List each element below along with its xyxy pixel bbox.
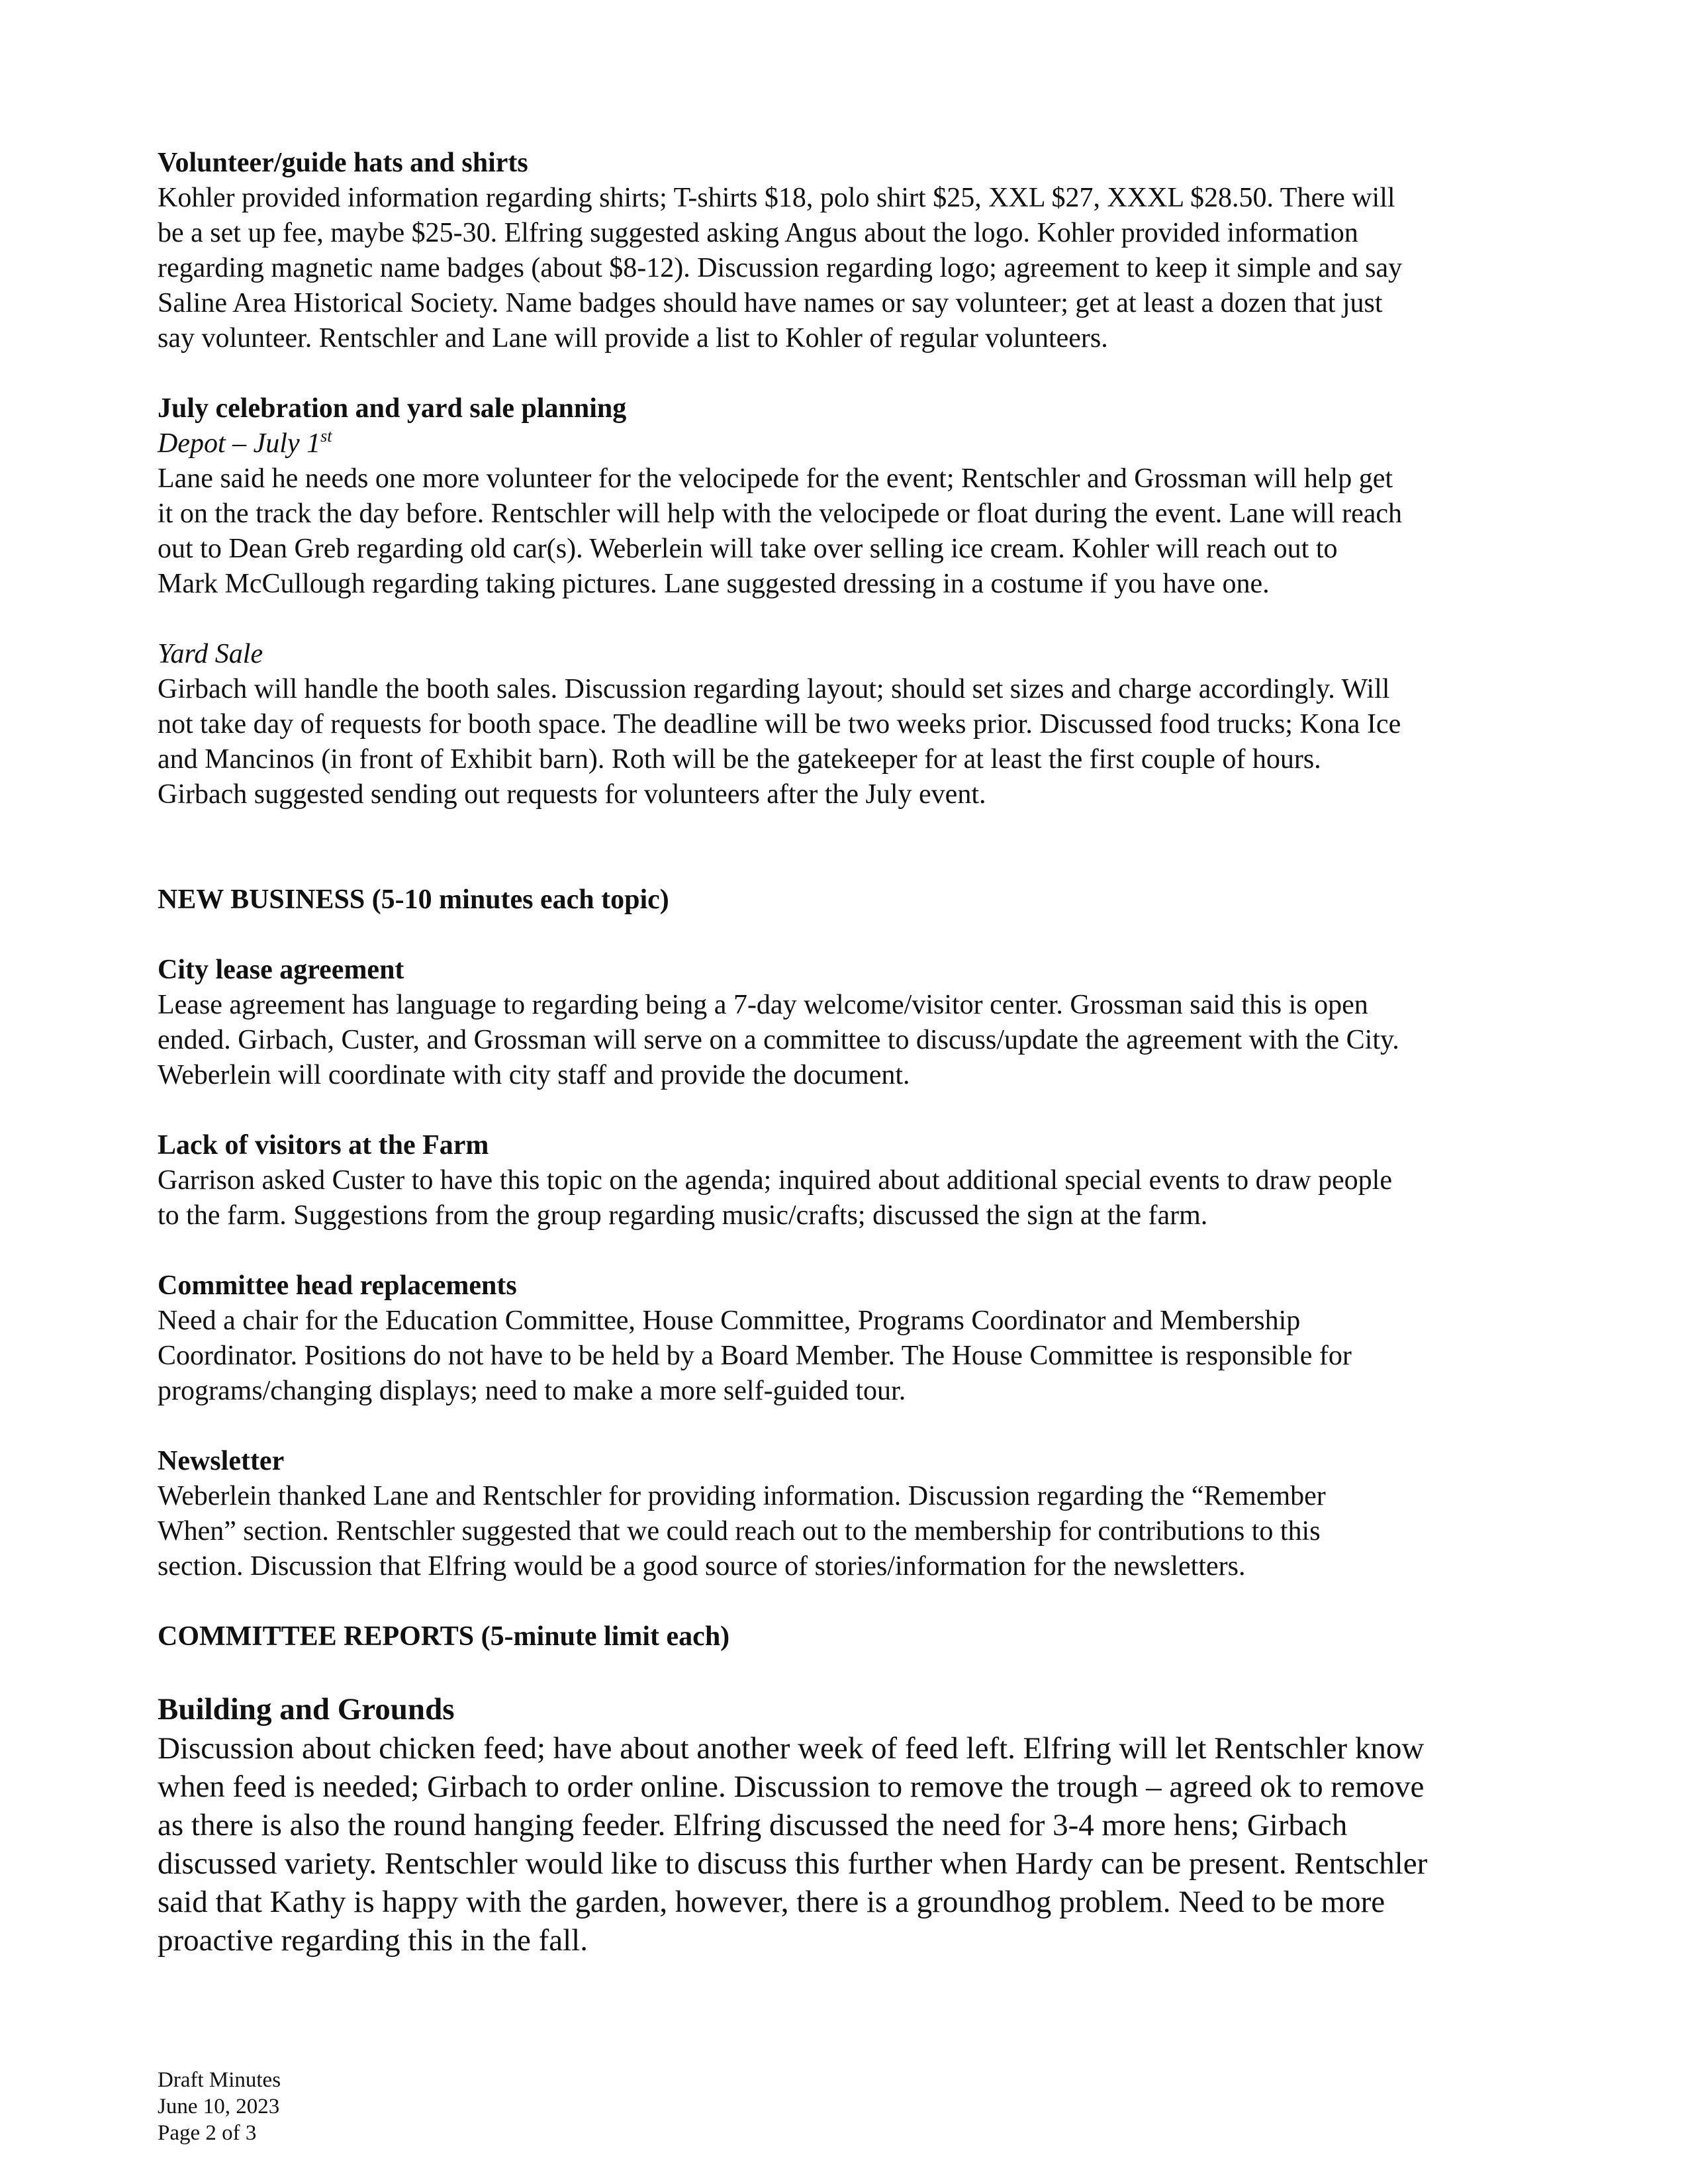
paragraph-line: Kohler provided information regarding shirts; T-shirts $18, polo shirt $25, XXL $27, XXXL $28.50. There will (158, 183, 1395, 213)
heading-city-lease: City lease agreement (158, 955, 404, 985)
section-city-lease (158, 953, 1534, 1093)
subheading-depot (158, 426, 1534, 461)
depot-label: Depot – July 1 (158, 428, 321, 459)
page-footer (158, 2067, 281, 2146)
heading-committee-heads: Committee head replacements (158, 1270, 517, 1301)
heading-july-celebration: July celebration and yard sale planning (158, 393, 627, 424)
paragraph-line: out to Dean Greb regarding old car(s). Weberlein will take over selling ice cream. Kohler will reach out to (158, 534, 1338, 564)
subheading-yard-sale: Yard Sale (158, 639, 263, 669)
paragraph-line: it on the track the day before. Rentschler will help with the velocipede or float during the event. Lane will reach (158, 499, 1402, 529)
paragraph-line: section. Discussion that Elfring would be a good source of stories/information for the newsletters. (158, 1551, 1246, 1582)
paragraph-line: be a set up fee, maybe $25-30. Elfring suggested asking Angus about the logo. Kohler provided information (158, 218, 1358, 248)
paragraph-line: Lease agreement has language to regarding being a 7-day welcome/visitor center. Grossman said this is open (158, 990, 1368, 1020)
paragraph-line: When” section. Rentschler suggested that we could reach out to the membership for contributions to this (158, 1516, 1321, 1546)
paragraph-line: Lane said he needs one more volunteer for the velocipede for the event; Rentschler and Grossman will help get (158, 463, 1393, 494)
paragraph-line: Coordinator. Positions do not have to be held by a Board Member. The House Committee is responsible for (158, 1341, 1352, 1371)
paragraph-line: programs/changing displays; need to make a more self-guided tour. (158, 1376, 906, 1406)
heading-hats-shirts: Volunteer/guide hats and shirts (158, 148, 528, 178)
heading-committee-reports: COMMITTEE REPORTS (5-minute limit each) (158, 1621, 730, 1652)
paragraph-line: say volunteer. Rentschler and Lane will provide a list to Kohler of regular volunteers. (158, 323, 1108, 354)
paragraph-line: Mark McCullough regarding taking pictures. Lane suggested dressing in a costume if you have one. (158, 569, 1270, 599)
paragraph-line: said that Kathy is happy with the garden, however, there is a groundhog problem. Need to be more (158, 1885, 1385, 1919)
paragraph-line: proactive regarding this in the fall. (158, 1923, 588, 1958)
paragraph-line: regarding magnetic name badges (about $8-12). Discussion regarding logo; agreement to keep it simple and say (158, 253, 1403, 283)
paragraph-line: when feed is needed; Girbach to order online. Discussion to remove the trough – agreed ok to remove (158, 1770, 1425, 1804)
section-lack-of-visitors (158, 1128, 1534, 1233)
paragraph-line: discussed variety. Rentschler would like to discuss this further when Hardy can be present. Rentschler (158, 1846, 1428, 1881)
paragraph-line: to the farm. Suggestions from the group regarding music/crafts; discussed the sign at the farm. (158, 1200, 1208, 1231)
heading-lack-of-visitors: Lack of visitors at the Farm (158, 1130, 489, 1161)
section-july-celebration (158, 391, 1534, 812)
paragraph-line: and Mancinos (in front of Exhibit barn). Roth will be the gatekeeper for at least the first couple of hours. (158, 744, 1321, 775)
paragraph-line: as there is also the round hanging feeder. Elfring discussed the need for 3-4 more hens; Girbach (158, 1808, 1348, 1842)
paragraph-line: Discussion about chicken feed; have about another week of feed left. Elfring will let Rentschler know (158, 1731, 1425, 1766)
depot-superscript: st (320, 426, 332, 446)
paragraph-line: Garrison asked Custer to have this topic on the agenda; inquired about additional special events to draw people (158, 1165, 1392, 1196)
footer-draft-label: Draft Minutes (158, 2068, 281, 2092)
section-building-grounds (158, 1689, 1534, 1960)
section-newsletter (158, 1444, 1534, 1584)
section-committee-heads (158, 1268, 1534, 1409)
paragraph-line: not take day of requests for booth space. The deadline will be two weeks prior. Discussed food trucks; Kona Ice (158, 709, 1401, 739)
heading-newsletter: Newsletter (158, 1446, 285, 1476)
footer-page-number: Page 2 of 3 (158, 2121, 257, 2145)
heading-building-grounds: Building and Grounds (158, 1692, 455, 1727)
paragraph-line: Need a chair for the Education Committee, House Committee, Programs Coordinator and Membership (158, 1306, 1301, 1336)
document-page (158, 146, 1534, 1960)
paragraph-line: Girbach suggested sending out requests for volunteers after the July event. (158, 779, 986, 810)
paragraph-line: Saline Area Historical Society. Name badges should have names or say volunteer; get at least a dozen that just (158, 288, 1383, 318)
paragraph-line: Weberlein thanked Lane and Rentschler for providing information. Discussion regarding the “Remember (158, 1481, 1326, 1511)
heading-new-business: NEW BUSINESS (5-10 minutes each topic) (158, 884, 669, 915)
paragraph-line: Girbach will handle the booth sales. Discussion regarding layout; should set sizes and charge accordingly. Will (158, 674, 1390, 704)
paragraph-line: Weberlein will coordinate with city staff and provide the document. (158, 1060, 910, 1090)
paragraph-line: ended. Girbach, Custer, and Grossman will serve on a committee to discuss/update the agreement with the City. (158, 1025, 1399, 1055)
section-hats-shirts (158, 146, 1534, 356)
footer-date: June 10, 2023 (158, 2095, 280, 2118)
